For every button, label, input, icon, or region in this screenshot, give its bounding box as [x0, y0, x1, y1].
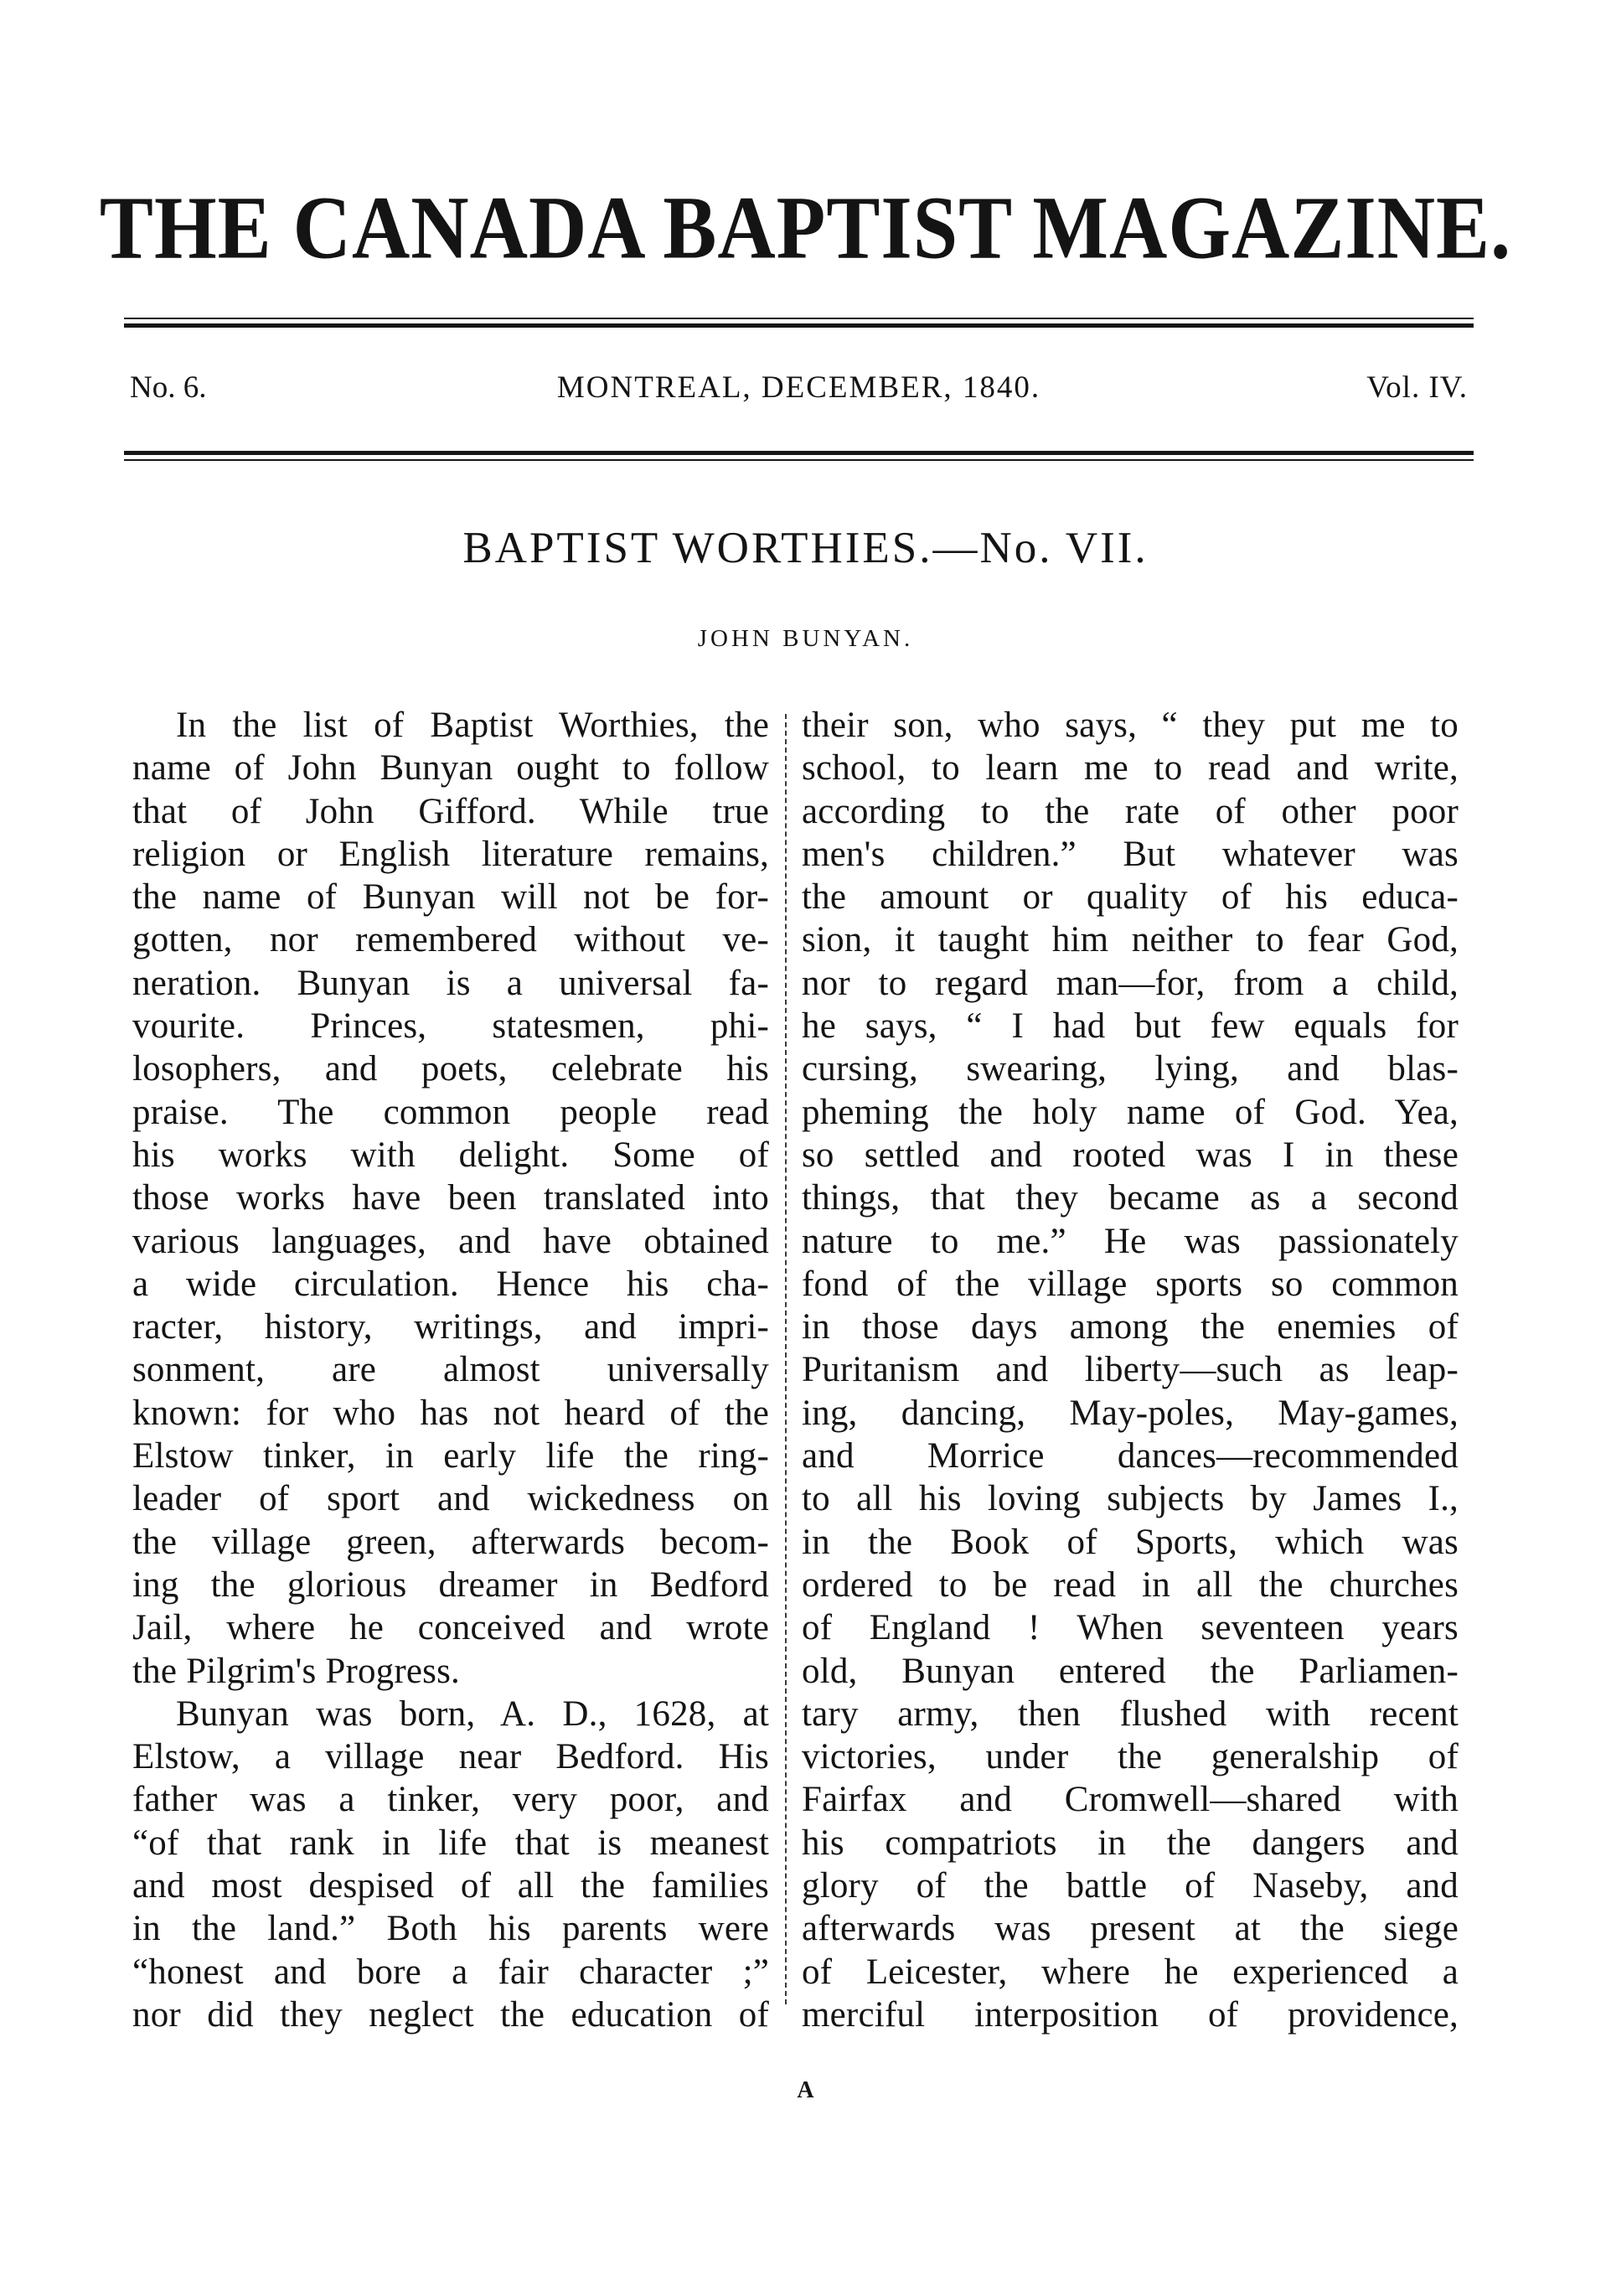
text-line: praise. The common people read	[132, 1092, 769, 1132]
text-line: neration. Bunyan is a universal fa-	[132, 963, 769, 1003]
text-line: sonment, are almost universally	[132, 1350, 769, 1390]
left-column	[132, 704, 769, 2036]
text-line: religion or English literature remains,	[132, 834, 769, 874]
text-line: leader of sport and wickedness on	[132, 1479, 769, 1519]
text-line: nor to regard man—for, from a child,	[802, 963, 1459, 1003]
text-line: In the list of Baptist Worthies, the	[176, 706, 769, 745]
text-line: known: for who has not heard of the	[132, 1393, 769, 1433]
text-line: vourite. Princes, statesmen, phi-	[132, 1006, 769, 1047]
text-line: gotten, nor remembered without ve-	[132, 920, 769, 960]
masthead-rule-top-thin	[124, 318, 1474, 319]
text-line: his works with delight. Some of	[132, 1135, 769, 1175]
text-line: men's children.” But whatever was	[802, 834, 1459, 874]
text-line: Elstow, a village near Bedford. His	[132, 1737, 769, 1777]
text-line: ing, dancing, May-poles, May-games,	[802, 1393, 1459, 1433]
text-line: “of that rank in life that is meanest	[132, 1823, 769, 1863]
text-line: that of John Gifford. While true	[132, 791, 769, 831]
issue-place-date: MONTREAL, DECEMBER, 1840.	[556, 370, 1041, 405]
text-line: ing the glorious dreamer in Bedford	[132, 1564, 769, 1605]
text-line: in those days among the enemies of	[802, 1307, 1459, 1347]
magazine-masthead: THE CANADA BAPTIST MAGAZINE.	[99, 177, 1512, 278]
text-line: father was a tinker, very poor, and	[132, 1780, 769, 1820]
masthead-rule-top-thick	[124, 323, 1474, 328]
text-line: sion, it taught him neither to fear God,	[802, 920, 1459, 960]
text-line: to all his loving subjects by James I.,	[802, 1479, 1459, 1519]
masthead-rule-bottom-thin	[124, 459, 1474, 461]
text-line: and Morrice dances—recommended	[802, 1436, 1459, 1476]
text-line: afterwards was present at the siege	[802, 1909, 1459, 1949]
issue-volume: Vol. IV.	[1366, 370, 1468, 405]
text-line: those works have been translated into	[132, 1178, 769, 1218]
text-line: things, that they became as a second	[802, 1178, 1459, 1218]
text-line: their son, who says, “ they put me to	[802, 706, 1459, 745]
text-line: name of John Bunyan ought to follow	[132, 748, 769, 789]
text-line: in the land.” Both his parents were	[132, 1909, 769, 1949]
text-line: so settled and rooted was I in these	[802, 1135, 1459, 1175]
text-line: tary army, then flushed with recent	[802, 1694, 1459, 1734]
text-line: losophers, and poets, celebrate his	[132, 1049, 769, 1089]
text-line: a wide circulation. Hence his cha-	[132, 1264, 769, 1304]
text-line: according to the rate of other poor	[802, 791, 1459, 831]
text-line: school, to learn me to read and write,	[802, 748, 1459, 789]
text-line: of England ! When seventeen years	[802, 1608, 1459, 1648]
text-line: in the Book of Sports, which was	[802, 1522, 1459, 1562]
text-line: ordered to be read in all the churches	[802, 1564, 1459, 1605]
text-line: he says, “ I had but few equals for	[802, 1006, 1459, 1047]
text-line: fond of the village sports so common	[802, 1264, 1459, 1304]
text-line: the Pilgrim's Progress.	[132, 1651, 460, 1691]
text-line: merciful interposition of providence,	[802, 1994, 1459, 2035]
text-line: Puritanism and liberty—such as leap-	[802, 1350, 1459, 1390]
text-line: the name of Bunyan will not be for-	[132, 877, 769, 918]
signature-mark: A	[797, 2077, 814, 2103]
text-line: Fairfax and Cromwell—shared with	[802, 1780, 1459, 1820]
text-line: cursing, swearing, lying, and blas-	[802, 1049, 1459, 1089]
text-line: the village green, afterwards becom-	[132, 1522, 769, 1562]
text-line: and most despised of all the families	[132, 1866, 769, 1906]
text-line: Elstow tinker, in early life the ring-	[132, 1436, 769, 1476]
issue-number: No. 6.	[130, 370, 207, 405]
article-subtitle: JOHN BUNYAN.	[697, 625, 914, 652]
right-column	[802, 704, 1459, 2036]
text-line: “honest and bore a fair character ;”	[132, 1952, 769, 1992]
text-line: racter, history, writings, and impri-	[132, 1307, 769, 1347]
issue-line	[130, 367, 1468, 409]
text-line: of Leicester, where he experienced a	[802, 1952, 1459, 1992]
text-line: old, Bunyan entered the Parliamen-	[802, 1651, 1459, 1691]
text-line: Bunyan was born, A. D., 1628, at	[176, 1694, 769, 1734]
text-line: the amount or quality of his educa-	[802, 877, 1459, 918]
text-line: Jail, where he conceived and wrote	[132, 1608, 769, 1648]
text-line: pheming the holy name of God. Yea,	[802, 1092, 1459, 1132]
text-line: nor did they neglect the education of	[132, 1994, 769, 2035]
text-line: nature to me.” He was passionately	[802, 1221, 1459, 1261]
text-line: his compatriots in the dangers and	[802, 1823, 1459, 1863]
column-divider	[785, 714, 787, 2004]
text-line: various languages, and have obtained	[132, 1221, 769, 1261]
text-line: victories, under the generalship of	[802, 1737, 1459, 1777]
masthead-rule-bottom-thick	[124, 451, 1474, 455]
text-line: glory of the battle of Naseby, and	[802, 1866, 1459, 1906]
article-title: BAPTIST WORTHIES.—No. VII.	[462, 524, 1149, 572]
